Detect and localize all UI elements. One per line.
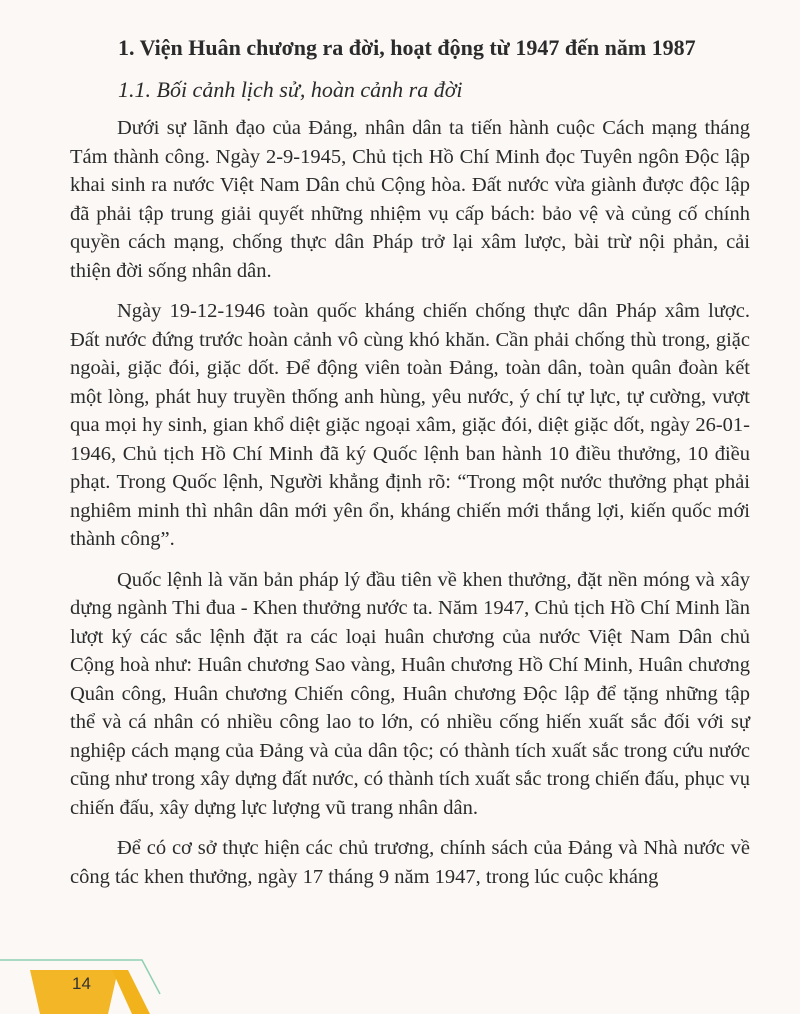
footer-decoration [0,934,800,1014]
paragraph-1: Dưới sự lãnh đạo của Đảng, nhân dân ta tiến hành cuộc Cách mạng tháng Tám thành công. Ngày 2-9-1945, Chủ tịch Hồ Chí Minh đọc Tuyên ngôn Độc lập khai sinh ra nước Việt Nam Dân chủ Cộng hòa. Đất nước vừa giành được độc lập đã phải tập trung giải quyết những nhiệm vụ cấp bách: bảo vệ và củng cố chính quyền cách mạng, chống thực dân Pháp trở lại xâm lược, bài trừ nội phản, cải thiện đời sống nhân dân. [70,117,750,282]
page-content [70,34,750,903]
subsection-heading: 1.1. Bối cảnh lịch sử, hoàn cảnh ra đời [118,77,463,102]
page-number: 14 [72,974,91,993]
paragraph-3: Quốc lệnh là văn bản pháp lý đầu tiên về khen thưởng, đặt nền móng và xây dựng ngành Thi đua - Khen thưởng nước ta. Năm 1947, Chủ tịch Hồ Chí Minh lần lượt ký các sắc lệnh đặt ra các loại huân chương của nước Việt Nam Dân chủ Cộng hoà như: Huân chương Sao vàng, Huân chương Hồ Chí Minh, Huân chương Quân công, Huân chương Chiến công, Huân chương Độc lập để tặng những tập thể và cá nhân có nhiều công lao to lớn, có nhiều cống hiến xuất sắc đối với sự nghiệp cách mạng của Đảng và của dân tộc; có thành tích xuất sắc trong cứu nước cũng như trong xây dựng đất nước, có thành tích xuất sắc trong chiến đấu, phục vụ chiến đấu, xây dựng lực lượng vũ trang nhân dân. [70,568,750,819]
footer-stripe [112,970,150,1014]
paragraph-4: Để có cơ sở thực hiện các chủ trương, chính sách của Đảng và Nhà nước về công tác khen thưởng, ngày 17 tháng 9 năm 1947, trong lúc cuộc kháng [70,837,750,888]
section-heading: 1. Viện Huân chương ra đời, hoạt động từ 1947 đến năm 1987 [118,35,696,60]
paragraph-2: Ngày 19-12-1946 toàn quốc kháng chiến chống thực dân Pháp xâm lược. Đất nước đứng trước hoàn cảnh vô cùng khó khăn. Cần phải chống thù trong, giặc ngoài, giặc đói, giặc dốt. Để động viên toàn Đảng, toàn dân, toàn quân đoàn kết một lòng, phát huy truyền thống anh hùng, yêu nước, ý chí tự lực, tự cường, vượt qua mọi hy sinh, gian khổ diệt giặc ngoại xâm, giặc đói, diệt giặc dốt, ngày 26-01-1946, Chủ tịch Hồ Chí Minh đã ký Quốc lệnh ban hành 10 điều thưởng, 10 điều phạt. Trong Quốc lệnh, Người khẳng định rõ: “Trong một nước thưởng phạt phải nghiêm minh thì nhân dân mới yên ổn, kháng chiến mới thắng lợi, kiến quốc mới thành công”. [70,300,750,550]
